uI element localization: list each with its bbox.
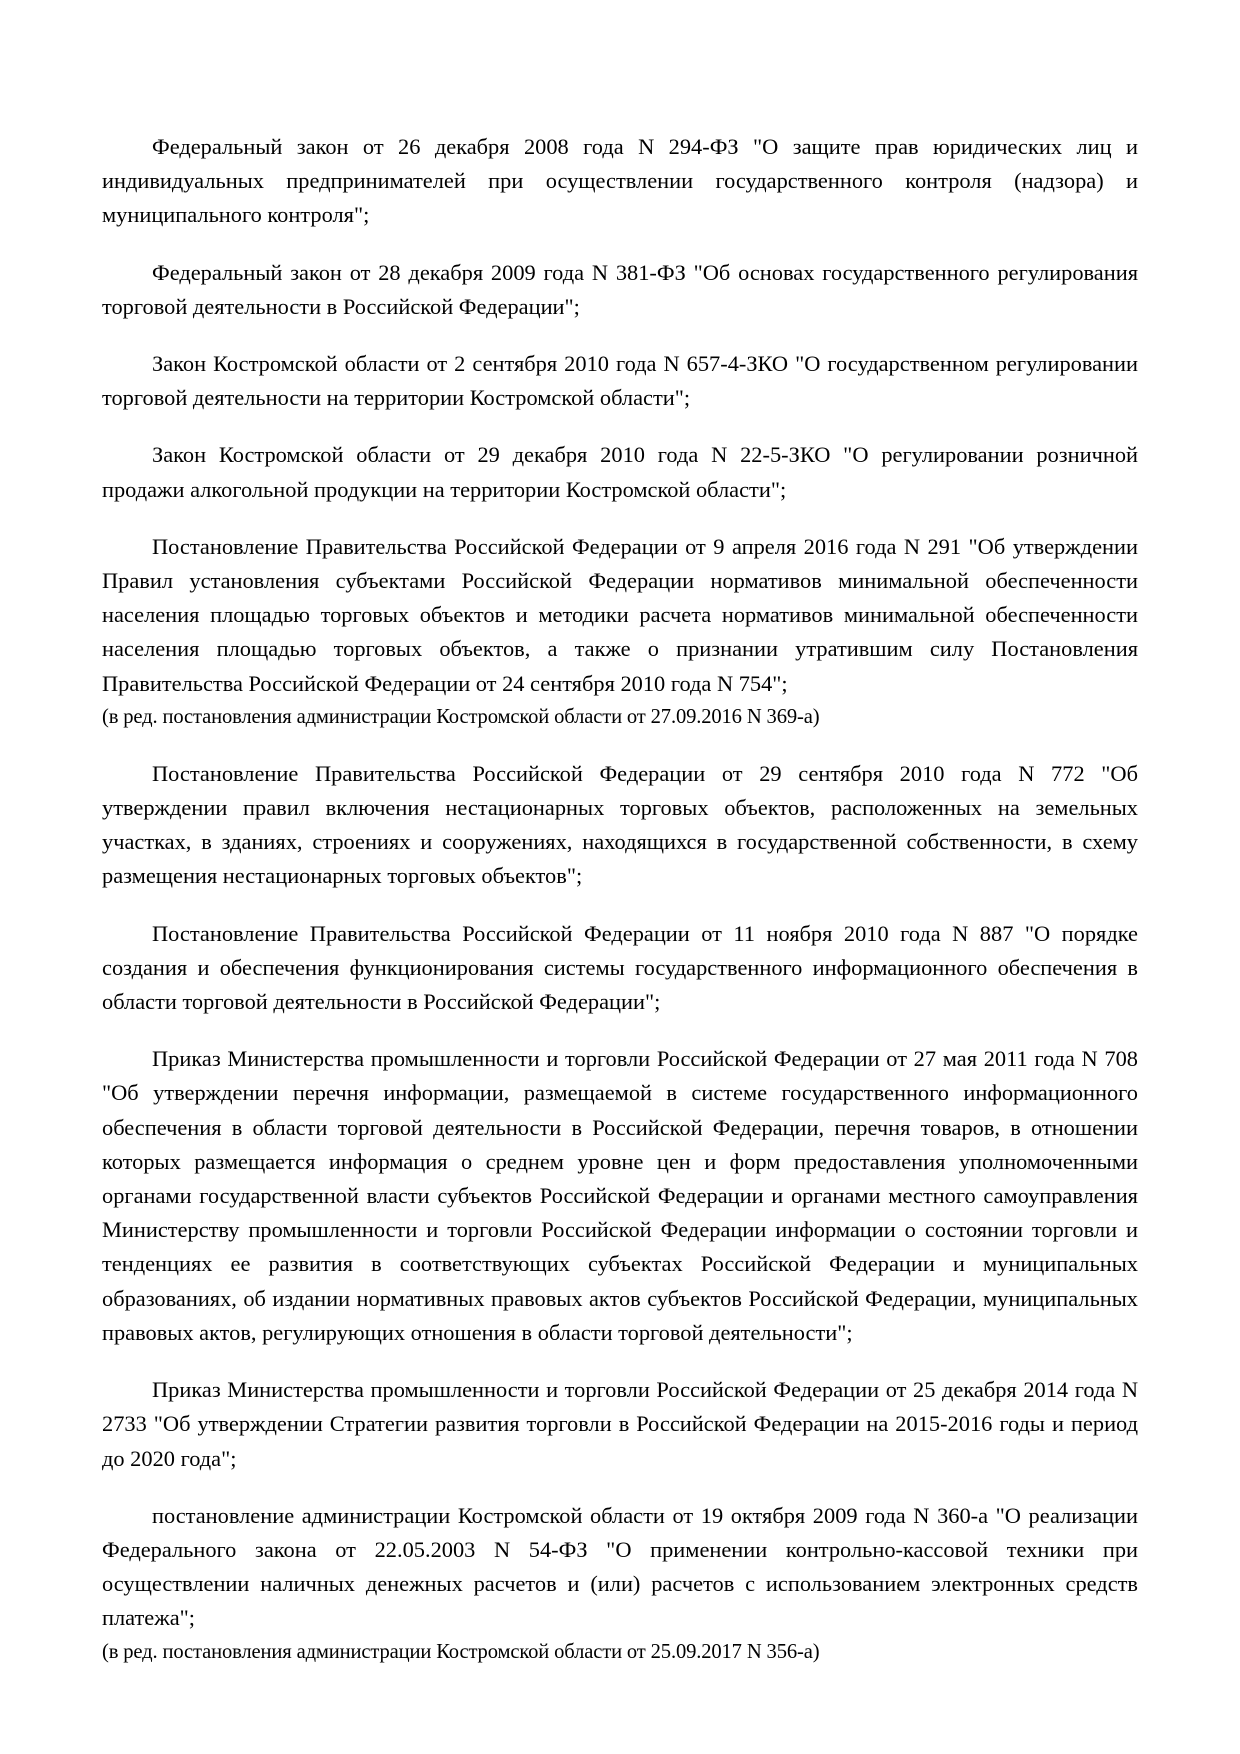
legal-reference-paragraph: Постановление Правительства Российской Федерации от 11 ноября 2010 года N 887 "О порядке создания и обеспечения функционирования системы государственного информационного обеспечения в области торговой деятельности в Российской Федерации";	[102, 920, 1138, 1015]
legal-reference-paragraph: Федеральный закон от 28 декабря 2009 года N 381-ФЗ "Об основах государственного регулирования торговой деятельности в Российской Федерации";	[102, 259, 1138, 319]
amendment-note: (в ред. постановления администрации Костромской области от 27.09.2016 N 369-а)	[102, 705, 820, 728]
amendment-note: (в ред. постановления администрации Костромской области от 25.09.2017 N 356-а)	[102, 1640, 820, 1663]
legal-reference-paragraph: Постановление Правительства Российской Федерации от 9 апреля 2016 года N 291 "Об утверждении Правил установления субъектами Российской Федерации нормативов минимальной обеспеченности населения площадью торговых объектов и методики расчета нормативов минимальной обеспеченности населения площадью торговых объектов, а также о признании утратившим силу Постановления Правительства Российской Федерации от 24 сентября 2010 года N 754";	[102, 533, 1138, 696]
legal-reference-paragraph: Закон Костромской области от 2 сентября 2010 года N 657-4-ЗКО "О государственном регулировании торговой деятельности на территории Костромской области";	[102, 351, 1138, 411]
legal-reference-paragraph: постановление администрации Костромской области от 19 октября 2009 года N 360-а "О реализации Федерального закона от 22.05.2003 N 54-ФЗ "О применении контрольно-кассовой техники при осуществлении наличных денежных расчетов и (или) расчетов с использованием электронных средств платежа";	[102, 1502, 1138, 1631]
legal-reference-paragraph: Закон Костромской области от 29 декабря 2010 года N 22-5-ЗКО "О регулировании розничной продажи алкогольной продукции на территории Костромской области";	[102, 442, 1138, 502]
document-body	[102, 130, 1138, 1668]
legal-reference-paragraph: Приказ Министерства промышленности и торговли Российской Федерации от 25 декабря 2014 года N 2733 "Об утверждении Стратегии развития торговли в Российской Федерации на 2015-2016 годы и период до 2020 года";	[102, 1377, 1138, 1471]
legal-reference-paragraph: Приказ Министерства промышленности и торговли Российской Федерации от 27 мая 2011 года N 708 "Об утверждении перечня информации, размещаемой в системе государственного информационного обеспечения в области торговой деятельности в Российской Федерации, перечня товаров, в отношении которых размещается информация о среднем уровне цен и форм предоставления уполномоченными органами государственной власти субъектов Российской Федерации и органами местного самоуправления Министерству промышленности и торговли Российской Федерации информации о состоянии торговли и тенденциях ее развития в соответствующих субъектах Российской Федерации и муниципальных образованиях, об издании нормативных правовых актов субъектов Российской Федерации, муниципальных правовых актов, регулирующих отношения в области торговой деятельности";	[102, 1046, 1138, 1345]
legal-reference-paragraph: Федеральный закон от 26 декабря 2008 года N 294-ФЗ "О защите прав юридических лиц и индивидуальных предпринимателей при осуществлении государственного контроля (надзора) и муниципального контроля";	[102, 134, 1138, 228]
legal-reference-paragraph: Постановление Правительства Российской Федерации от 29 сентября 2010 года N 772 "Об утверждении правил включения нестационарных торговых объектов, расположенных на земельных участках, в зданиях, строениях и сооружениях, находящихся в государственной собственности, в схему размещения нестационарных торговых объектов";	[102, 760, 1138, 889]
